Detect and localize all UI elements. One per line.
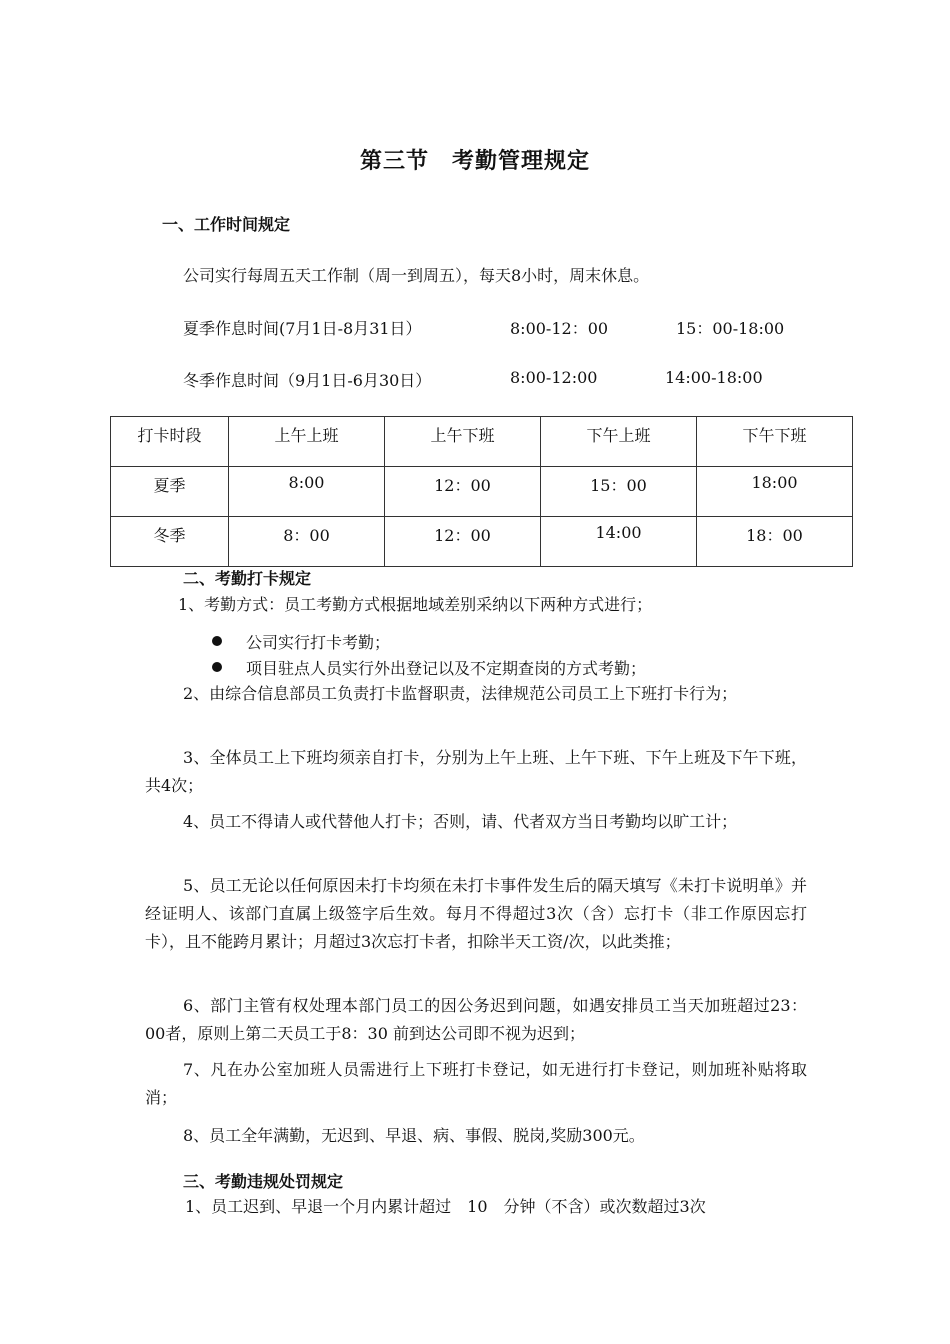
summer-morning: 8:00-12：00: [510, 319, 609, 338]
table-header-cell: 上午下班: [385, 417, 541, 467]
bullet-item: 公司实行打卡考勤；: [246, 633, 391, 652]
table-cell: 8:00: [229, 467, 385, 517]
page-title: 第三节 考勤管理规定: [359, 149, 590, 174]
section3-heading: 三、考勤违规处罚规定: [183, 1172, 344, 1191]
winter-label: 冬季作息时间（9月1日-6月30日）: [183, 371, 432, 390]
table-cell: 18:00: [697, 467, 853, 517]
table-cell: 12：00: [385, 467, 541, 517]
work-schedule-text: 公司实行每周五天工作制（周一到周五），每天8小时，周末休息。: [183, 266, 650, 285]
bullet-item: 项目驻点人员实行外出登记以及不定期查岗的方式考勤；: [246, 659, 647, 678]
table-cell: 18：00: [697, 517, 853, 567]
table-cell: 8：00: [229, 517, 385, 567]
winter-morning: 8:00-12:00: [510, 368, 598, 387]
table-cell: 14:00: [541, 517, 697, 567]
summer-afternoon: 15：00-18:00: [676, 319, 785, 338]
section1-heading: 一、工作时间规定: [162, 215, 291, 234]
rule-item-7: 7、凡在办公室加班人员需进行上下班打卡登记，如无进行打卡登记，则加班补贴将取消；: [145, 1060, 807, 1107]
table-header-cell: 下午下班: [697, 417, 853, 467]
rule-item-2: 2、由综合信息部员工负责打卡监督职责，法律规范公司员工上下班打卡行为；: [183, 684, 738, 703]
winter-afternoon: 14:00-18:00: [665, 368, 763, 387]
rule-item-6: 6、部门主管有权处理本部门员工的因公务迟到问题，如遇安排员工当天加班超过23：00者，原则上第二天员工于8：30 前到达公司即不视为迟到；: [145, 996, 807, 1043]
bullet-icon: [212, 636, 222, 646]
clock-method-item: 1、考勤方式：员工考勤方式根据地域差别采纳以下两种方式进行；: [178, 595, 653, 614]
penalty-item-1: 1、员工迟到、早退一个月内累计超过 10 分钟（不含）或次数超过3次: [185, 1197, 706, 1216]
summer-label: 夏季作息时间(7月1日-8月31日）: [183, 319, 422, 338]
section2-heading: 二、考勤打卡规定: [183, 569, 312, 588]
clock-in-schedule-table: [110, 416, 853, 567]
table-cell: 夏季: [111, 467, 229, 517]
table-header-cell: 下午上班: [541, 417, 697, 467]
rule-item-5: 5、员工无论以任何原因未打卡均须在未打卡事件发生后的隔天填写《未打卡说明单》并经证明人、该部门直属上级签字后生效。每月不得超过3次（含）忘打卡（非工作原因忘打卡），且不能跨月累计；月超过3次忘打卡者，扣除半天工资/次，以此类推；: [145, 876, 807, 951]
table-header-row: [111, 417, 853, 467]
rule-item-3: 3、全体员工上下班均须亲自打卡，分别为上午上班、上午下班、下午上班及下午下班，共4次；: [145, 748, 807, 795]
rule-item-4: 4、员工不得请人或代替他人打卡；否则，请、代者双方当日考勤均以旷工计；: [183, 812, 738, 831]
table-row: [111, 517, 853, 567]
table-cell: 冬季: [111, 517, 229, 567]
table-cell: 12：00: [385, 517, 541, 567]
table-header-cell: 打卡时段: [111, 417, 229, 467]
table-header-cell: 上午上班: [229, 417, 385, 467]
table-row: [111, 467, 853, 517]
bullet-icon: [212, 662, 222, 672]
rule-item-8: 8、员工全年满勤，无迟到、早退、病、事假、脱岗,奖励300元。: [183, 1126, 645, 1145]
table-cell: 15：00: [541, 467, 697, 517]
